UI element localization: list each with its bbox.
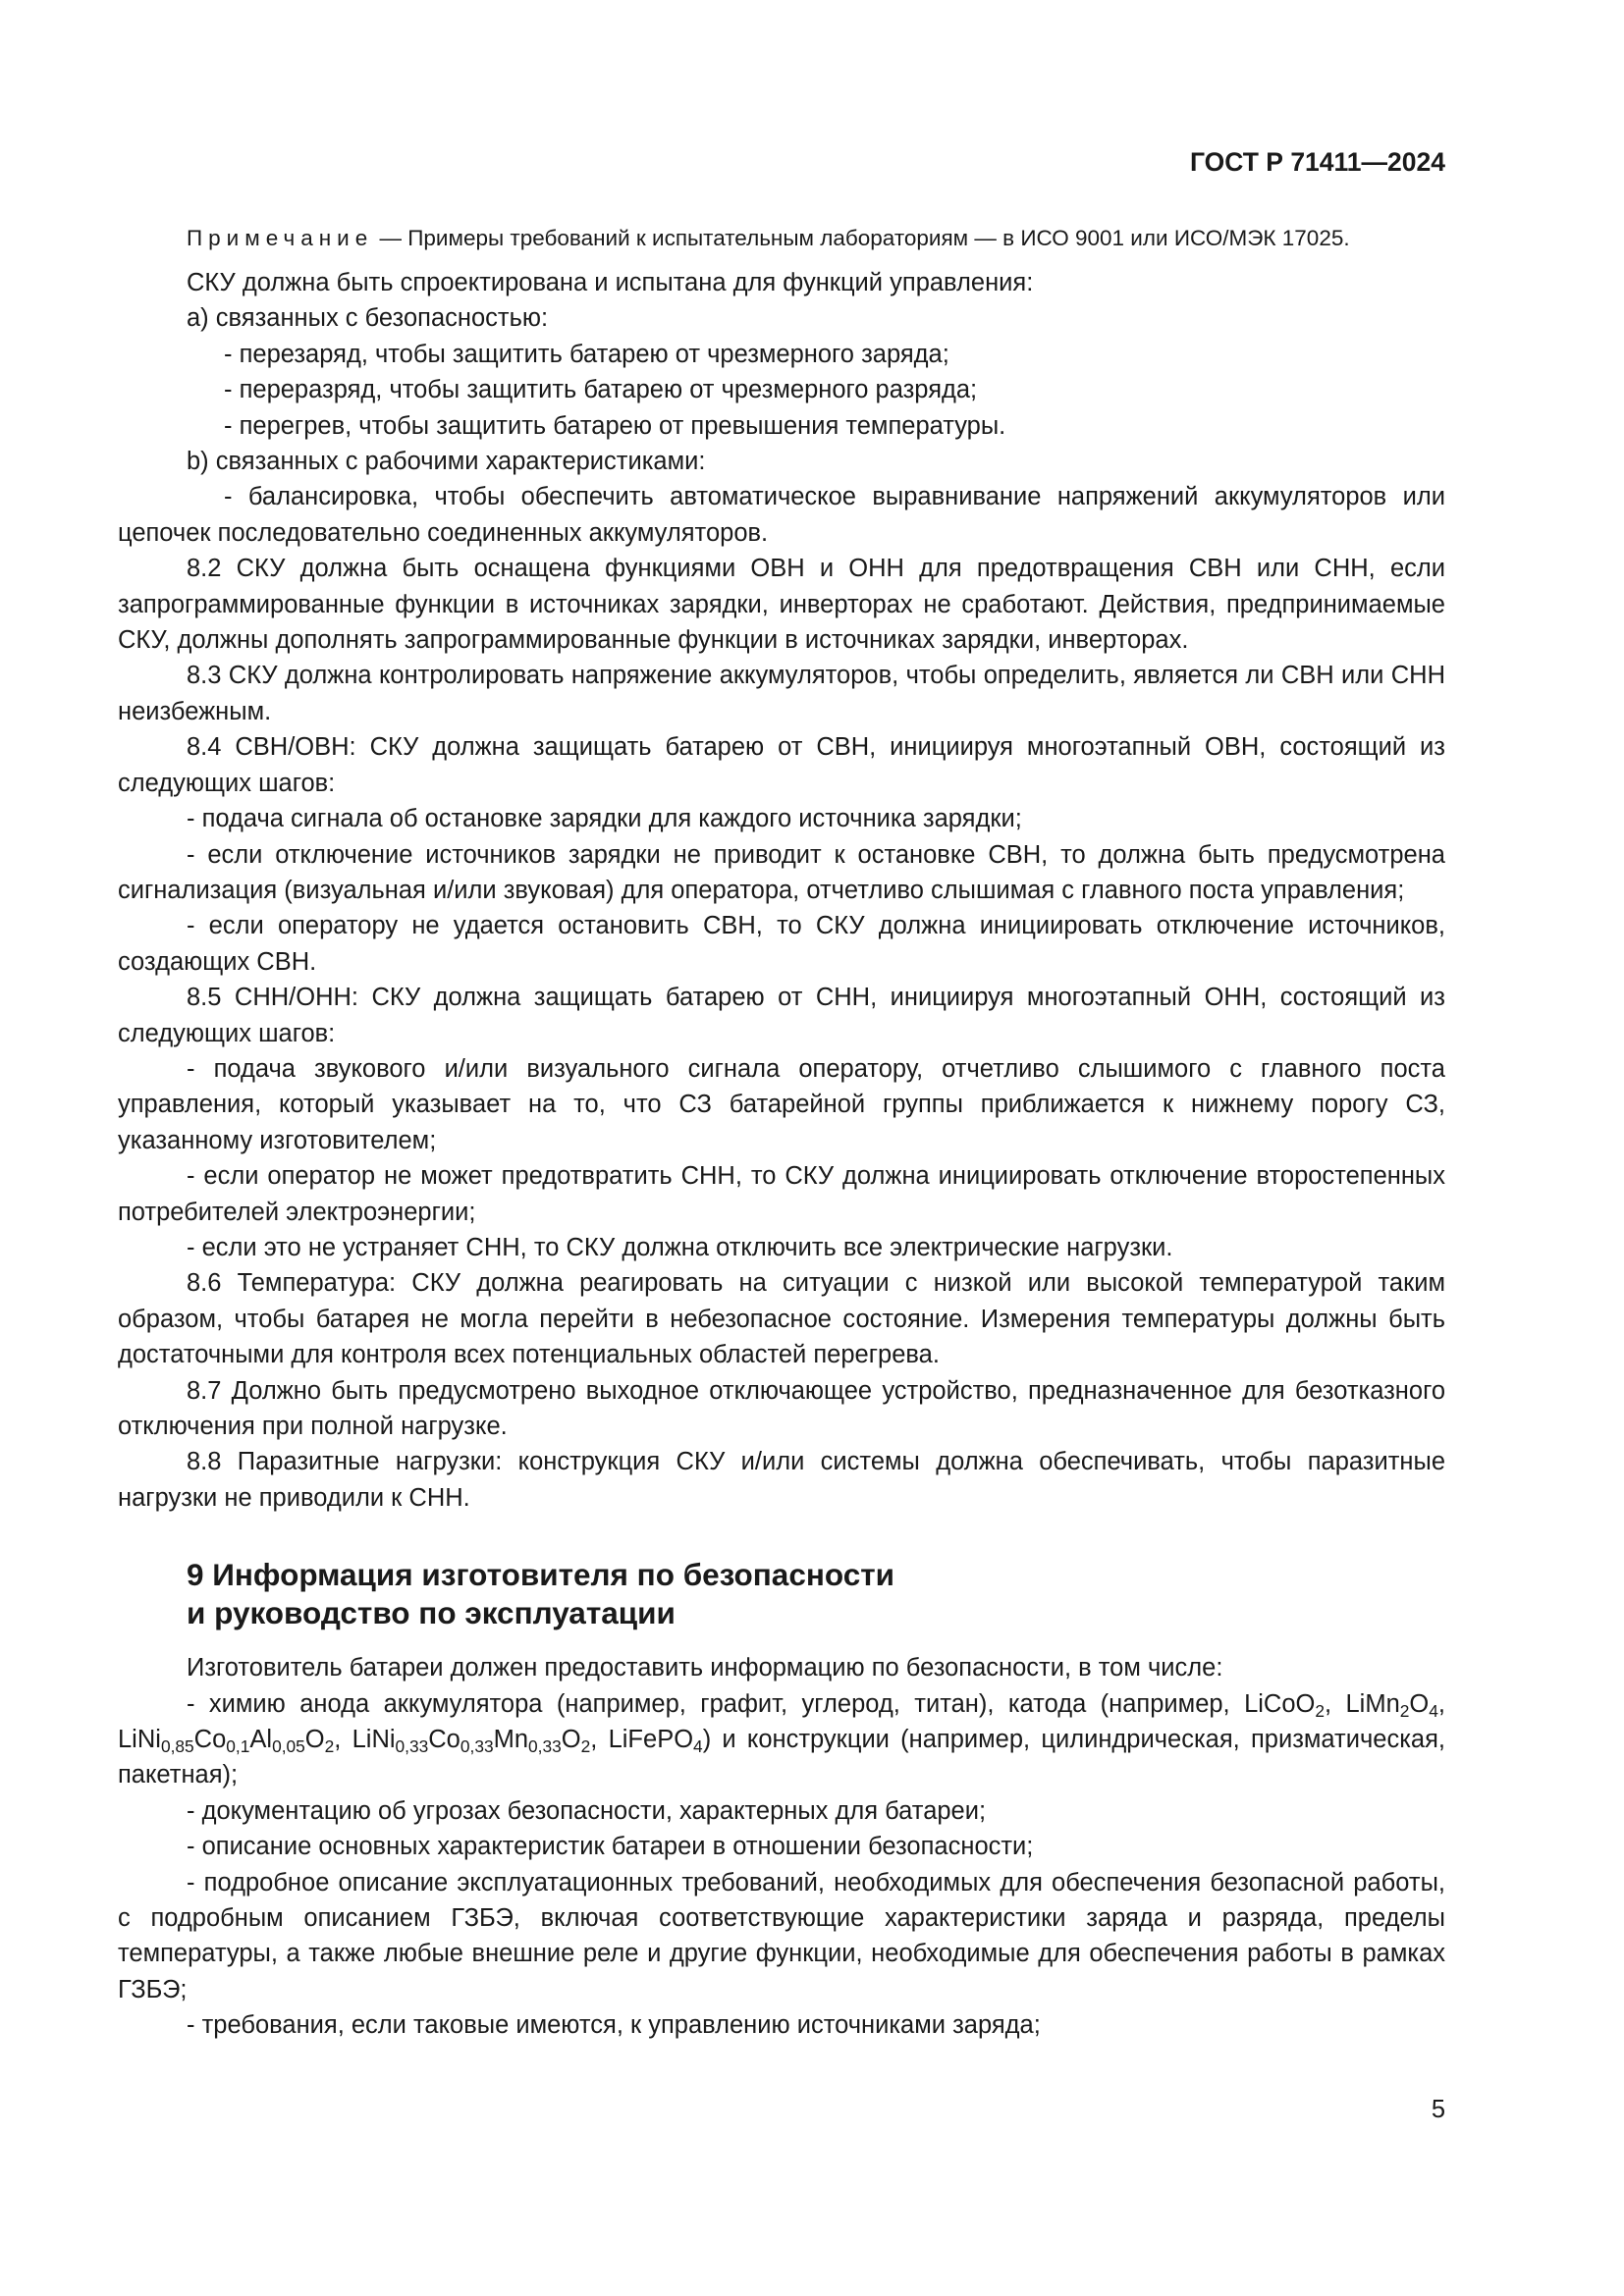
paragraph-8-7: 8.7 Должно быть предусмотрено выходное отключающее устройство, предназначенное для безотказного отключения при полной нагрузке. xyxy=(118,1376,1445,1440)
paragraph-8-5: 8.5 СНН/ОНН: СКУ должна защищать батарею от СНН, инициируя многоэтапный ОНН, состоящий из следующих шагов: xyxy=(118,984,1445,1047)
paragraph-8-2: 8.2 СКУ должна быть оснащена функциями ОВН и ОНН для предотвращения СВН или СНН, если запрограммированные функции в источниках зарядки, инверторах не сработают. Действия, предпринимаемые СКУ, должны дополнять запрограммированные функции в источниках зарядки, инверторах. xyxy=(118,555,1445,655)
list-item: - перезаряд, чтобы защитить батарею от чрезмерного заряда; xyxy=(224,340,949,368)
doc-code-header: ГОСТ Р 71411—2024 xyxy=(1189,147,1445,177)
list-item: - переразряд, чтобы защитить батарею от чрезмерного разряда; xyxy=(224,376,978,404)
note-label: Примечание xyxy=(187,226,374,250)
list-item: - если оператору не удается остановить СВН, то СКУ должна инициировать отключение источников, создающих СВН. xyxy=(118,912,1445,976)
bms-intro: СКУ должна быть спроектирована и испытана для функций управления: xyxy=(187,269,1034,296)
list-item: - если оператор не может предотвратить СНН, то СКУ должна инициировать отключение второстепенных потребителей электроэнергии; xyxy=(118,1162,1445,1226)
section-9-heading xyxy=(118,1556,1445,1632)
page-content xyxy=(118,224,1445,2044)
paragraph-8-4: 8.4 СВН/ОВН: СКУ должна защищать батарею от СВН, инициируя многоэтапный ОВН, состоящий из следующих шагов: xyxy=(118,733,1445,797)
chemistry-item: - химию анода аккумулятора (например, графит, углерод, титан), катода (например, LiCoO$_2$, $LiMn_2O_4$, $LiNi_{0,85}Co_{0,1}Al_{0,05}O_2$, $LiNi_{0,33}Co_{0,33}Mn_{0,33}O_2$, LiFePO$_4$) и конструкции (например, цилиндрическая, призматическая, пакетная); xyxy=(118,1689,1445,1789)
section-9-title-line2: и руководство по эксплуатации xyxy=(187,1595,676,1631)
note-paragraph xyxy=(118,224,1445,253)
list-a-title: а) связанных с безопасностью: xyxy=(187,304,549,333)
list-item: - если отключение источников зарядки не приводит к остановке СВН, то должна быть предусмотрена сигнализация (визуальная и/или звуковая) для оператора, отчетливо слышимая с главного поста управления; xyxy=(118,840,1445,904)
section-9-intro: Изготовитель батареи должен предоставить информацию по безопасности, в том числе: xyxy=(187,1654,1223,1682)
list-item: - подробное описание эксплуатационных требований, необходимых для обеспечения безопасной работы, с подробным описанием ГЗБЭ, включая соответствующие характеристики заряда и разряда, пределы температуры, а также любые внешние реле и другие функции, необходимые для обеспечения работы в рамках ГЗБЭ; xyxy=(118,1868,1445,2003)
list-item: - требования, если таковые имеются, к управлению источниками заряда; xyxy=(187,2011,1041,2040)
list-b-title: b) связанных с рабочими характеристиками: xyxy=(187,448,706,476)
page-number: 5 xyxy=(1431,2096,1445,2123)
paragraph-8-3: 8.3 СКУ должна контролировать напряжение аккумуляторов, чтобы определить, является ли СВН или СНН неизбежным. xyxy=(118,662,1445,725)
note-text: — Примеры требований к испытательным лабораториям — в ИСО 9001 или ИСО/МЭК 17025. xyxy=(373,226,1350,250)
list-item: - подача сигнала об остановке зарядки для каждого источника зарядки; xyxy=(187,805,1022,833)
list-item: - подача звукового и/или визуального сигнала оператору, отчетливо слышимого с главного поста управления, который указывает на то, что СЗ батарейной группы приближается к нижнему порогу СЗ, указанному изготовителем; xyxy=(118,1054,1445,1154)
list-item: - описание основных характеристик батареи в отношении безопасности; xyxy=(187,1833,1034,1861)
paragraph-8-8: 8.8 Паразитные нагрузки: конструкция СКУ и/или системы должна обеспечивать, чтобы паразитные нагрузки не приводили к СНН. xyxy=(118,1448,1445,1512)
list-item: - балансировка, чтобы обеспечить автоматическое выравнивание напряжений аккумуляторов или цепочек последовательно соединенных аккумуляторов. xyxy=(118,483,1445,547)
list-item: - перегрев, чтобы защитить батарею от превышения температуры. xyxy=(224,411,1006,440)
paragraph-8-6: 8.6 Температура: СКУ должна реагировать на ситуации с низкой или высокой температурой таким образом, чтобы батарея не могла перейти в небезопасное состояние. Измерения температуры должны быть достаточными для контроля всех потенциальных областей перегрева. xyxy=(118,1269,1445,1369)
list-item: - если это не устраняет СНН, то СКУ должна отключить все электрические нагрузки. xyxy=(187,1233,1173,1261)
section-9-title-line1: 9 Информация изготовителя по безопасности xyxy=(187,1557,895,1593)
list-item: - документацию об угрозах безопасности, характерных для батареи; xyxy=(187,1796,987,1825)
